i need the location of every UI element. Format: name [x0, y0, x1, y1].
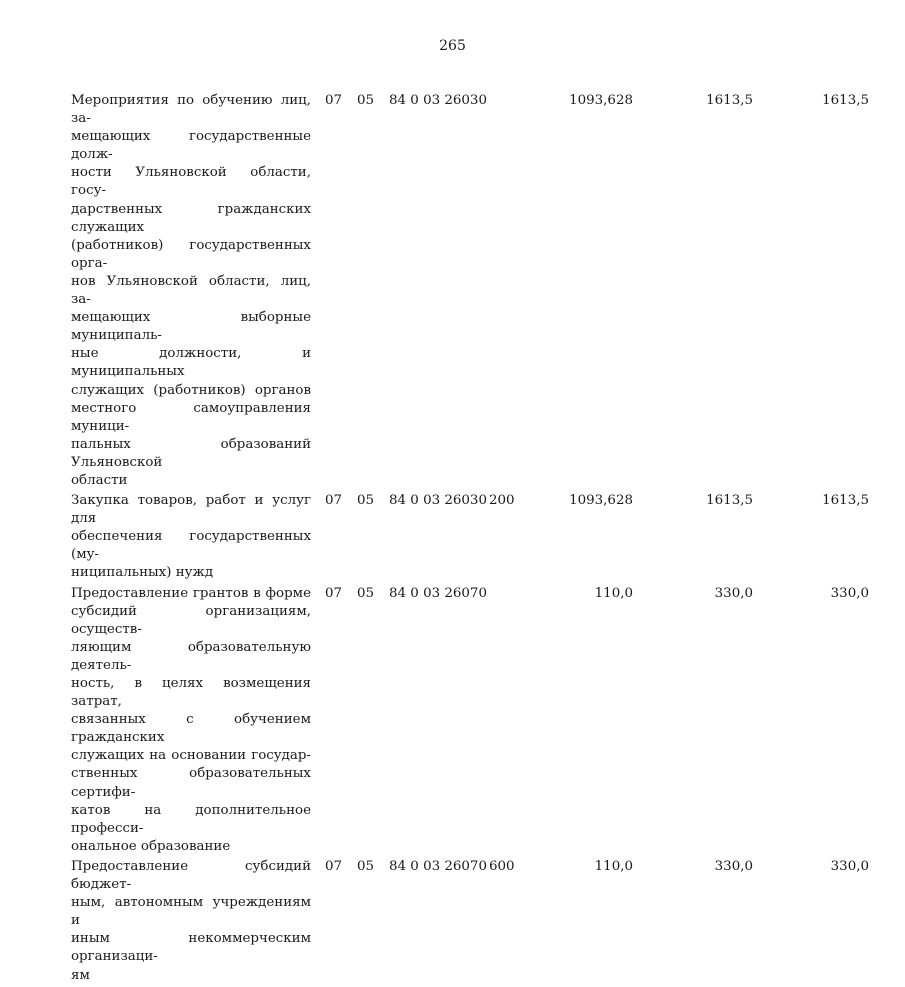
amount-year-3-cell: 1613,5: [822, 493, 869, 509]
description-line: ственных образовательных сертифи-: [71, 766, 311, 800]
description-line: нов Ульяновской области, лиц, за-: [71, 273, 311, 308]
description-line: Закупка товаров, работ и услуг для: [71, 493, 311, 527]
target-article-code-cell: 84 0 03 26070: [389, 585, 487, 601]
amount-year-1-cell: 1093,628: [569, 93, 633, 108]
expense-description-cell: [71, 92, 311, 492]
expense-type-code-cell: 200: [489, 493, 515, 509]
amount-year-2-cell: 330,0: [714, 858, 753, 874]
description-line: (работников) государственных орга-: [71, 237, 311, 271]
target-article-code-cell: 84 0 03 26030: [389, 493, 487, 509]
table-row: [71, 585, 869, 858]
target-article-code-cell: 84 0 03 26070: [389, 858, 487, 874]
description-line: дарственных гражданских служащих: [71, 201, 311, 235]
description-line: ность, в целях возмещения затрат,: [71, 676, 311, 710]
description-line: обеспечения государственных (му-: [71, 529, 311, 563]
amount-year-1-cell: 110,0: [594, 858, 633, 874]
description-line: области: [71, 472, 128, 488]
description-line: ляющим образовательную деятель-: [71, 639, 311, 673]
description-line: мещающих выборные муниципаль-: [71, 310, 311, 344]
expense-type-code-cell: [489, 585, 535, 858]
subsection-code-cell: 05: [357, 858, 375, 874]
expense-description-cell: [71, 585, 311, 858]
description-line: Предоставление грантов в форме: [71, 585, 311, 601]
description-line: ональное образование: [71, 838, 231, 854]
target-article-code-cell: 84 0 03 26030: [389, 93, 487, 108]
description-line: ным, автономным учреждениям и: [71, 895, 311, 929]
amount-year-1-cell: 1093,628: [569, 493, 633, 509]
amount-year-1-cell: 110,0: [594, 585, 633, 601]
description-line: иным некоммерческим организаци-: [71, 931, 311, 965]
amount-year-2-cell: 1613,5: [706, 493, 753, 509]
expense-description-cell: [71, 492, 311, 584]
expense-type-code-cell: 600: [489, 858, 515, 874]
amount-year-3-cell: 1613,5: [822, 93, 869, 108]
description-line: Мероприятия по обучению лиц, за-: [71, 93, 311, 127]
expense-type-code-cell: [489, 92, 535, 492]
description-line: ные должности, и муниципальных: [71, 346, 311, 380]
section-code-cell: 07: [325, 93, 343, 108]
table-row: [71, 92, 869, 492]
subsection-code-cell: 05: [357, 585, 375, 601]
section-code-cell: 07: [325, 493, 343, 509]
description-line: Предоставление субсидий бюджет-: [71, 858, 311, 893]
description-line: мещающих государственные долж-: [71, 129, 311, 163]
description-line: катов на дополнительное професси-: [71, 802, 311, 836]
table-row: [71, 858, 869, 987]
subsection-code-cell: 05: [357, 93, 375, 108]
table-row: [71, 492, 869, 584]
amount-year-3-cell: 330,0: [830, 585, 869, 601]
description-line: субсидий организациям, осуществ-: [71, 603, 311, 637]
description-line: служащих (работников) органов: [71, 382, 311, 398]
expense-description-cell: [71, 858, 311, 987]
amount-year-3-cell: 330,0: [830, 858, 869, 874]
description-line: служащих на основании государ-: [71, 748, 311, 764]
budget-table: [71, 92, 869, 987]
description-line: ниципальных) нужд: [71, 565, 214, 581]
subsection-code-cell: 05: [357, 493, 375, 509]
section-code-cell: 07: [325, 585, 343, 601]
description-line: пальных образований Ульяновской: [71, 436, 311, 470]
page-number: 265: [439, 38, 466, 54]
amount-year-2-cell: 1613,5: [706, 93, 753, 108]
description-line: ям: [71, 967, 90, 983]
amount-year-2-cell: 330,0: [714, 585, 753, 601]
description-line: ности Ульяновской области, госу-: [71, 165, 311, 199]
section-code-cell: 07: [325, 858, 343, 874]
description-line: местного самоуправления муници-: [71, 400, 311, 434]
description-line: связанных с обучением гражданских: [71, 712, 311, 746]
table-body: [71, 92, 869, 987]
